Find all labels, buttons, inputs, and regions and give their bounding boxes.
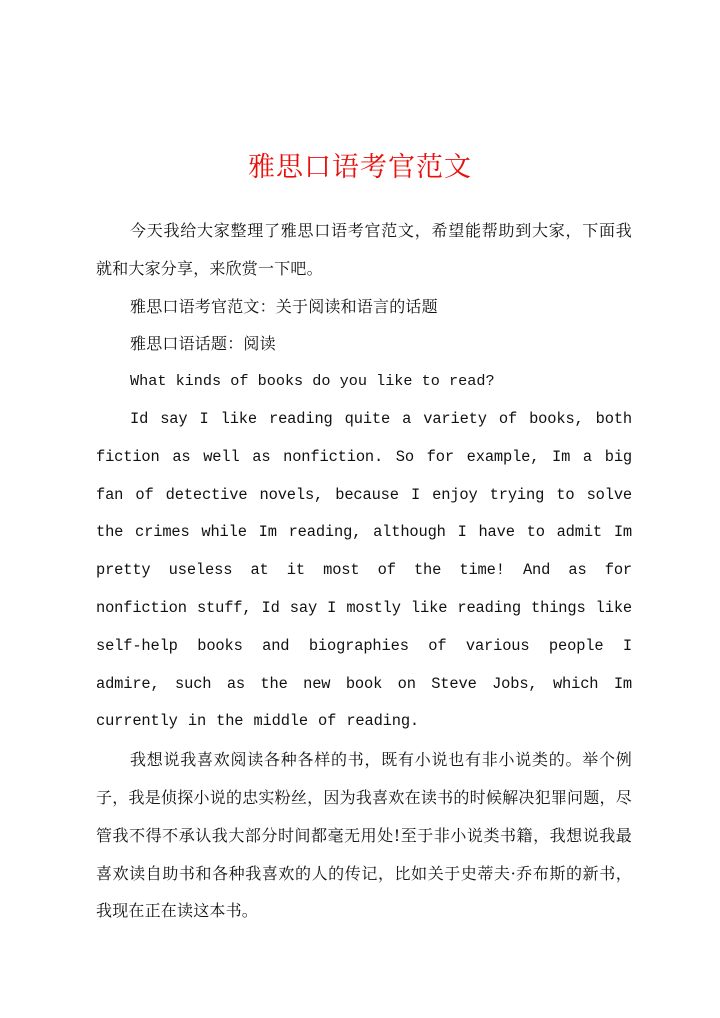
- document-body: [96, 212, 632, 930]
- topic-label-paragraph: 雅思口语话题：阅读: [130, 334, 276, 354]
- intro-paragraph: 今天我给大家整理了雅思口语考官范文，希望能帮助到大家，下面我就和大家分享，来欣赏一下吧。: [96, 221, 632, 278]
- english-answer-paragraph: Id say I like reading quite a variety of books, both fiction as well as nonfiction. So for example, Im a big fan of detective novels, because I enjoy trying to solve the crimes while Im reading, although I have to admit Im pretty useless at it most of the time! And as for nonfiction stuff, Id say I mostly like reading things like self-help books and biographies of various people I admire, such as the new book on Steve Jobs, which Im currently in the middle of reading.: [96, 409, 632, 731]
- topic-heading-paragraph: 雅思口语考官范文：关于阅读和语言的话题: [130, 296, 438, 316]
- chinese-translation-paragraph: 我想说我喜欢阅读各种各样的书，既有小说也有非小说类的。举个例子，我是侦探小说的忠实粉丝，因为我喜欢在读书的时候解决犯罪问题，尽管我不得不承认我大部分时间都毫无用处!至于非小说类书籍，我想说我最喜欢读自助书和各种我喜欢的人的传记，比如关于史蒂夫·乔布斯的新书，我现在正在读这本书。: [96, 750, 632, 921]
- question-paragraph: What kinds of books do you like to read?: [130, 372, 495, 391]
- document-title: 雅思口语考官范文: [248, 152, 472, 183]
